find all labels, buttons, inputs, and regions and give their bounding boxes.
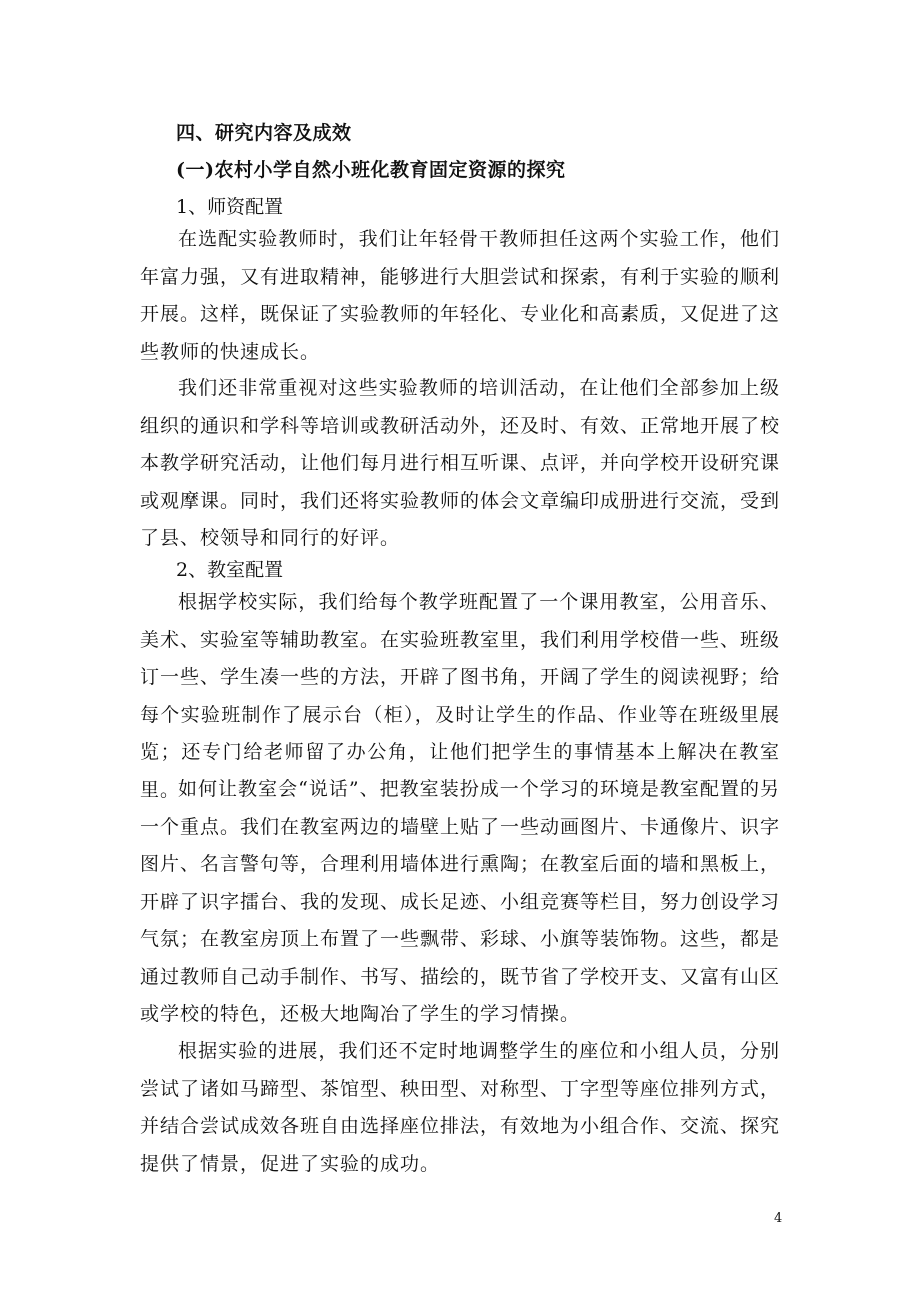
paragraph-seating-arrangement: 根据实验的进展，我们还不定时地调整学生的座位和小组人员，分别尝试了诸如马蹄型、茶馆型、秧田型、对称型、丁字型等座位排列方式，并结合尝试成效各班自由选择座位排法，有效地为小组合作、交流、探究提供了情景，促进了实验的成功。 <box>140 1040 781 1175</box>
page-number: 4 <box>774 1211 783 1226</box>
paragraph-classroom-environment: 如何让教室会“说话”、把教室装扮成一个学习的环境是教室配置的另一个重点。我们在教室两边的墙壁上贴了一些动画图片、卡通像片、识字图片、名言警句等，合理利用墙体进行熏陶；在教室后面的墙和黑板上，开辟了识字擂台、我的发现、成长足迹、小组竞赛等栏目，努力创设学习气氛；在教室房顶上布置了一些飘带、彩球、小旗等装饰物。这些，都是通过教师自己动手制作、书写、描绘的，既节省了学校开支、又富有山区或学校的特色，还极大地陶冶了学生的学习情操。 <box>140 778 781 1025</box>
paragraph-classroom-setup: 根据学校实际，我们给每个教学班配置了一个课用教室，公用音乐、美术、实验室等辅助教室。在实验班教室里，我们利用学校借一些、班级订一些、学生凑一些的方法，开辟了图书角，开阔了学生的阅读视野；给每个实验班制作了展示台（柜），及时让学生的作品、作业等在班级里展览；还专门给老师留了办公角，让他们把学生的事情基本上解决在教室里。 <box>140 591 781 801</box>
subsection-title: (一)农村小学自然小班化教育固定资源的探究 <box>176 159 566 181</box>
paragraph-teacher-selection: 在选配实验教师时，我们让年轻骨干教师担任这两个实验工作，他们年富力强，又有进取精神，能够进行大胆尝试和探索，有利于实验的顺利开展。这样，既保证了实验教师的年轻化、专业化和高素质，又促进了这些教师的快速成长。 <box>140 228 781 363</box>
item-title-classroom: 2、教室配置 <box>176 559 284 581</box>
item-title-teachers: 1、师资配置 <box>176 196 284 218</box>
section-title: 四、研究内容及成效 <box>176 122 352 144</box>
paragraph-teacher-training: 我们还非常重视对这些实验教师的培训活动，在让他们全部参加上级组织的通识和学科等培训或教研活动外，还及时、有效、正常地开展了校本教学研究活动，让他们每月进行相互听课、点评，并向学校开设研究课或观摩课。同时，我们还将实验教师的体会文章编印成册进行交流，受到了县、校领导和同行的好评。 <box>140 377 781 549</box>
